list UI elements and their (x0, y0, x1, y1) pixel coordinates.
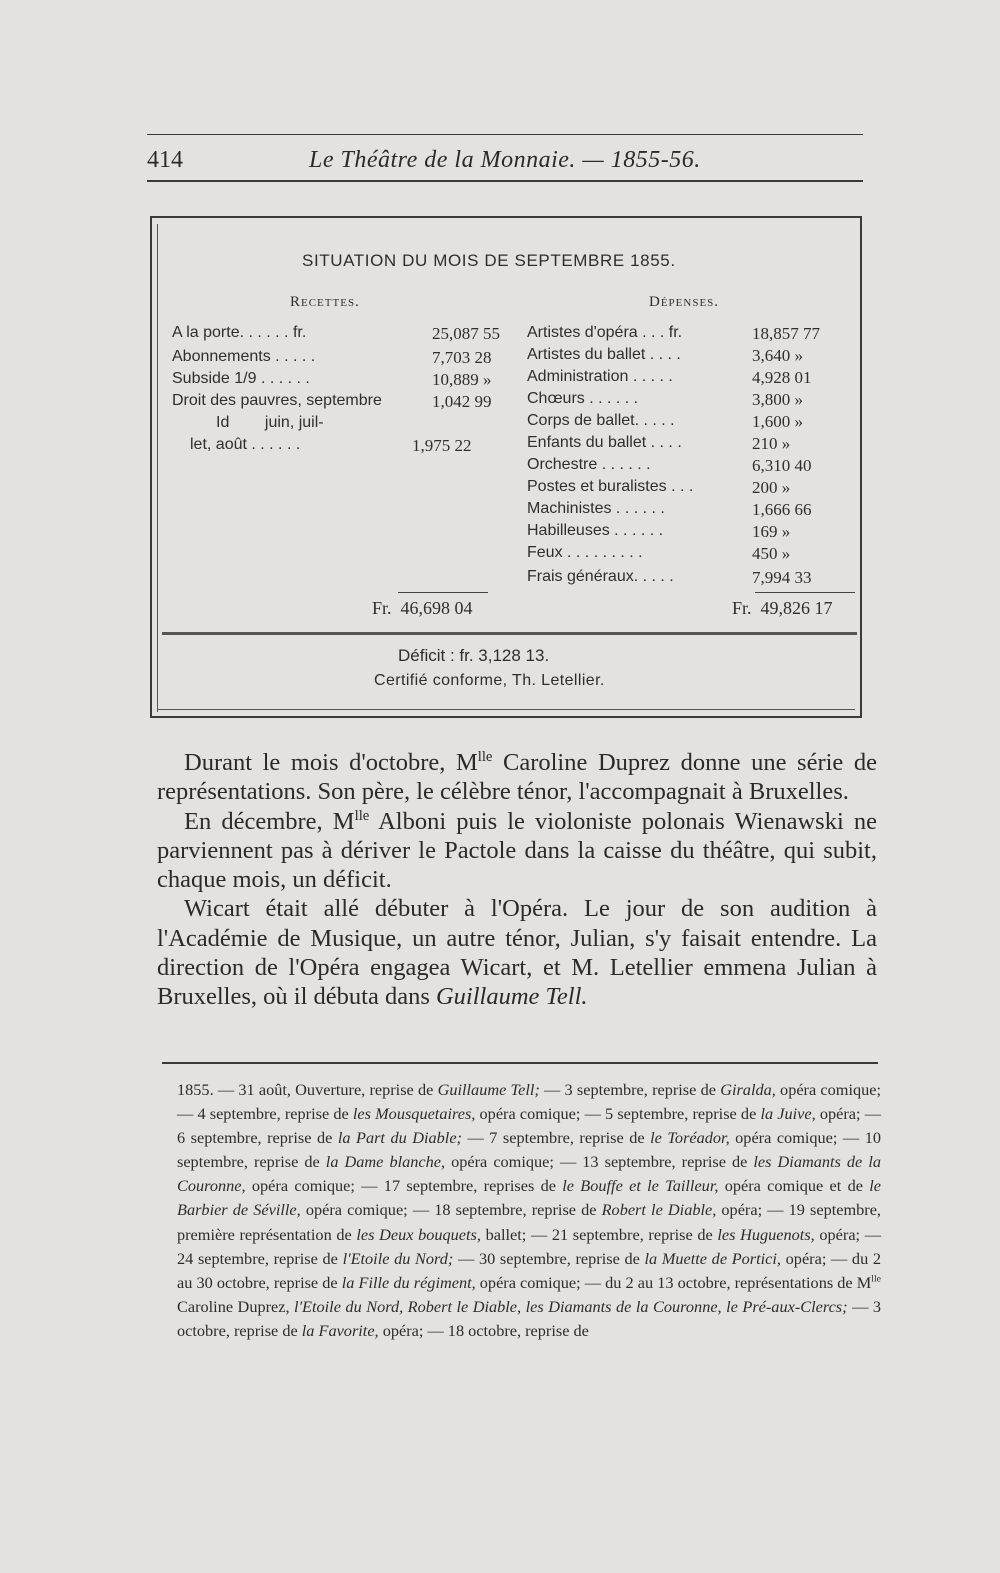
work-title: la Fille du régiment, (341, 1272, 476, 1292)
paragraph-text: Caroline Duprez donne une série de représentations. Son père, le célèbre ténor, l'accompagnait à Bruxelles. (157, 749, 877, 806)
footnote-span: opéra comique; — 17 septembre, reprises de (245, 1176, 563, 1196)
footnote-span: — 3 septembre, reprise de (539, 1080, 721, 1099)
footnote-span: Caroline Duprez, (177, 1296, 295, 1316)
superscript: lle (354, 807, 370, 824)
depenses-label: Administration . . . . . (527, 368, 673, 385)
recettes-label: A la porte. . . . . . fr. (172, 324, 307, 341)
running-title: Le Théâtre de la Monnaie. — 1855-56. (309, 147, 701, 173)
depenses-label: Artistes du ballet . . . . (527, 346, 681, 363)
work-title: les Huguenots, (717, 1224, 815, 1244)
depenses-amount: 169 » (752, 522, 791, 541)
table-inner-border-bottom (157, 709, 855, 710)
recettes-total (372, 598, 473, 619)
footnote-span: opéra comique; — 13 septembre, reprise de (445, 1152, 754, 1172)
work-title: le Toréador, (650, 1128, 730, 1148)
table-title: SITUATION DU MOIS DE SEPTEMBRE 1855. (302, 251, 676, 270)
recettes-amount: 1,042 99 (432, 392, 492, 411)
work-title: les Diamants de la Couronne, (177, 1152, 881, 1196)
footnote-span: — 3 octobre, reprise de (177, 1296, 881, 1340)
work-title: les Mousquetaires, (352, 1104, 476, 1124)
depenses-total (732, 598, 833, 619)
footnote-span: opéra comique; — 18 septembre, reprise de (300, 1200, 602, 1220)
depenses-label: Chœurs . . . . . . (527, 390, 639, 407)
depenses-heading: Dépenses. (649, 294, 720, 310)
depenses-total-label: Fr. (732, 598, 752, 618)
depenses-label: Postes et buralistes . . . (527, 478, 694, 495)
footnote-span: opéra; — 19 septembre, première représentation de (177, 1200, 881, 1244)
depenses-amount: 3,640 » (752, 346, 803, 365)
depenses-label: Frais généraux. . . . . (527, 568, 674, 585)
depenses-label: Machinistes . . . . . . (527, 500, 665, 517)
footnote-span: — 30 septembre, reprise de (453, 1248, 645, 1268)
depenses-amount: 3,800 » (752, 390, 803, 409)
footnote-span: opéra comique; — 10 septembre, reprise de (177, 1128, 881, 1172)
paragraph-text: En décembre, M (184, 807, 355, 835)
work-title: Guillaume Tell. (435, 983, 588, 1011)
footnote-span: — 7 septembre, reprise de (461, 1128, 651, 1148)
depenses-amount: 1,600 » (752, 412, 803, 431)
body-text (157, 748, 877, 1012)
page-number: 414 (147, 147, 183, 173)
footnote-rule (162, 1062, 878, 1064)
recettes-amount: 1,975 22 (412, 436, 472, 455)
recettes-total-value: 46,698 04 (400, 598, 473, 618)
paragraph-text: Wicart était allé débuter à l'Opéra. Le jour de son audition à l'Académie de Musique, un autre ténor, Julian, s'y faisait entendre. La direction de l'Opéra engagea Wicart, et M. Letellier emmena Julian à Bruxelles, où il débuta dans (157, 895, 877, 1011)
footnote-span: opéra; — 18 octobre, reprise de (378, 1320, 589, 1340)
footnote-span: opéra; — 24 septembre, reprise de (177, 1224, 882, 1268)
footnote (177, 1078, 881, 1343)
footnote-span: opéra comique; — 5 septembre, reprise de (475, 1104, 761, 1124)
footnote-span: opéra comique; — 4 septembre, reprise de (177, 1080, 882, 1124)
depenses-label: Feux . . . . . . . . . (527, 544, 643, 561)
paragraph-text: Durant le mois d'octobre, M (184, 749, 478, 776)
table-inner-border (157, 224, 158, 712)
depenses-amount: 4,928 01 (752, 368, 812, 387)
depenses-total-value: 49,826 17 (760, 598, 833, 618)
superscript: lle (477, 748, 493, 765)
recettes-label: Id juin, juil- (216, 414, 324, 431)
paragraph (157, 894, 877, 1011)
paragraph (157, 748, 877, 807)
recettes-amount: 7,703 28 (432, 348, 492, 367)
work-title: le Barbier de Séville, (177, 1176, 882, 1220)
recettes-label: Subside 1/9 . . . . . . (172, 370, 310, 387)
recettes-label: Abonnements . . . . . (172, 348, 316, 365)
header-bottom-rule (147, 180, 863, 182)
recettes-label: Droit des pauvres, septembre (172, 392, 382, 409)
depenses-label: Enfants du ballet . . . . (527, 434, 682, 451)
footnote-span: opéra comique et de (718, 1176, 870, 1196)
depenses-label: Artistes d'opéra . . . fr. (527, 324, 683, 341)
work-title: l'Etoile du Nord; (342, 1248, 454, 1268)
recettes-amount: 10,889 » (432, 370, 492, 389)
depenses-amount: 200 » (752, 478, 791, 497)
recettes-total-label: Fr. (372, 598, 392, 618)
recettes-sum-rule (398, 592, 488, 593)
depenses-sum-rule (755, 592, 855, 593)
depenses-label: Corps de ballet. . . . . (527, 412, 675, 429)
paragraph (157, 807, 877, 895)
footnote-span: ballet; — 21 septembre, reprise de (480, 1224, 718, 1244)
depenses-amount: 1,666 66 (752, 500, 812, 519)
recettes-label: let, août . . . . . . (190, 436, 301, 453)
footnote-span: opéra comique; — du 2 au 13 octobre, représentations de M (475, 1272, 872, 1292)
work-title: la Favorite, (301, 1320, 379, 1340)
work-title: Robert le Diable, (601, 1200, 717, 1220)
depenses-amount: 6,310 40 (752, 456, 812, 475)
header-top-rule (147, 134, 863, 135)
footnote-span: opéra; — 6 septembre, reprise de (177, 1104, 882, 1148)
footnote-text (177, 1078, 881, 1343)
certification-line: Certifié conforme, Th. Letellier. (374, 672, 605, 689)
work-title: l'Etoile du Nord, Robert le Diable, les Diamants de la Couronne, le Pré-aux-Clercs; (294, 1296, 848, 1316)
work-title: Giralda, (720, 1080, 776, 1099)
superscript: lle (871, 1273, 881, 1285)
work-title: la Juive, (760, 1104, 816, 1124)
depenses-amount: 18,857 77 (752, 324, 820, 343)
depenses-amount: 450 » (752, 544, 791, 563)
work-title: la Dame blanche, (325, 1152, 446, 1172)
depenses-amount: 7,994 33 (752, 568, 812, 587)
depenses-label: Orchestre . . . . . . (527, 456, 651, 473)
paragraph-text: Alboni puis le violoniste polonais Wienawski ne parviennent pas à dériver le Pactole dans la caisse du théâtre, qui subit, chaque mois, un déficit. (157, 807, 877, 894)
depenses-label: Habilleuses . . . . . . (527, 522, 664, 539)
deficit-line: Déficit : fr. 3,128 13. (398, 646, 550, 665)
footnote-span: 1855. — 31 août, Ouverture, reprise de (177, 1080, 438, 1099)
work-title: les Deux bouquets, (356, 1224, 481, 1244)
recettes-heading: Recettes. (290, 294, 360, 310)
work-title: la Part du Diable; (337, 1128, 462, 1148)
footnote-span: opéra; — du 2 au 30 octobre, reprise de (177, 1248, 882, 1292)
recettes-amount: 25,087 55 (432, 324, 500, 343)
financial-table (150, 216, 862, 718)
totals-divider (162, 632, 857, 635)
work-title: la Muette de Portici, (644, 1248, 781, 1268)
work-title: Guillaume Tell; (437, 1080, 540, 1099)
work-title: le Bouffe et le Tailleur, (562, 1176, 719, 1196)
running-header (147, 147, 863, 181)
depenses-amount: 210 » (752, 434, 791, 453)
